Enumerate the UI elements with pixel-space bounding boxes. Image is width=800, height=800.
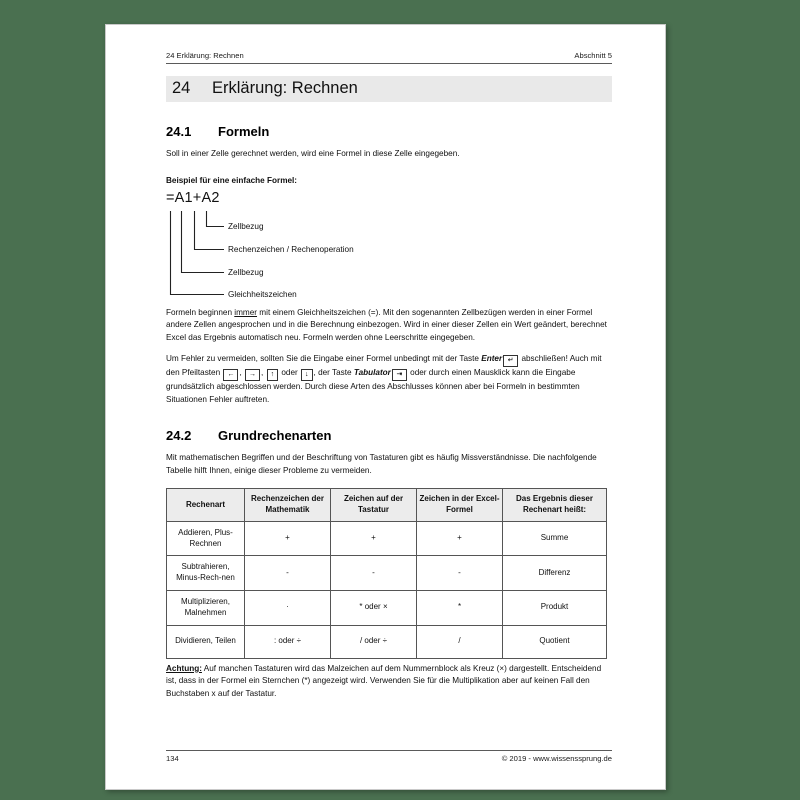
- sep-1: ,: [239, 368, 245, 378]
- cell-mathematik: ·: [245, 591, 331, 626]
- cell-excel: -: [417, 556, 503, 591]
- cell-art: Subtrahieren, Minus-Rech-nen: [167, 556, 245, 591]
- arrow-right-key-icon: →: [245, 369, 260, 381]
- formeln-para1-part2: mit einem Gleichheitszeichen (=). Mit den sogenannten Zellbezügen werden in einer Formel andere Zellen angesprochen und in die Berechnung einbezogen. Wird in einer dieser Zellen ein Wert geändert, berechnet Excel das Ergebnis automatisch neu. Formeln werden ohne Leerschritte eingegeben.: [166, 307, 607, 342]
- col-header-tastatur: Zeichen auf der Tastatur: [331, 489, 417, 522]
- document-page: [105, 24, 666, 790]
- chapter-heading: [166, 76, 612, 102]
- cell-excel: +: [417, 521, 503, 556]
- cell-tastatur: * oder ×: [331, 591, 417, 626]
- table-row: [167, 591, 607, 626]
- page-content: [166, 51, 612, 765]
- section-number-242: 24.2: [166, 428, 192, 444]
- formeln-para2-part3: , der Taste: [313, 368, 354, 378]
- formeln-para-1: [166, 307, 612, 344]
- formula-leader-lines: [166, 190, 566, 298]
- arrow-down-key-icon: ↓: [301, 369, 313, 381]
- arrow-left-key-icon: ←: [223, 369, 238, 381]
- formula-text: =A1+A2: [166, 189, 220, 206]
- achtung-note: [166, 663, 612, 700]
- cell-ergebnis: Produkt: [503, 591, 607, 626]
- formeln-para2-part4: oder durch einen Mausklick kann die Eingabe grundsätzlich abgeschlossen werden. Durch diese Arten des Abschlusses können aber bei Formeln in bestimmten Situationen Fehler auftreten.: [166, 368, 580, 404]
- formeln-para1-part1: Formeln beginnen: [166, 307, 235, 317]
- running-header-left: 24 Erklärung: Rechnen: [166, 51, 244, 60]
- table-row: [167, 625, 607, 658]
- tabulator-keyword: Tabulator: [353, 368, 391, 378]
- cell-ergebnis: Summe: [503, 521, 607, 556]
- cell-ergebnis: Quotient: [503, 625, 607, 658]
- formeln-para2-part1: Um Fehler zu vermeiden, sollten Sie die Eingabe einer Formel unbedingt mit der Taste: [166, 354, 482, 364]
- col-header-excel: Zeichen in der Excel-Formel: [417, 489, 503, 522]
- formeln-para1-emphasis: immer: [234, 307, 258, 317]
- formeln-intro: Soll in einer Zelle gerechnet werden, wird eine Formel in diese Zelle eingegeben.: [166, 148, 460, 158]
- cell-art: Multiplizieren, Malnehmen: [167, 591, 245, 626]
- oder-word: oder: [279, 368, 301, 378]
- section-number-241: 24.1: [166, 123, 192, 139]
- formeln-para-2: [166, 353, 612, 406]
- running-header-right: Abschnitt 5: [574, 51, 612, 60]
- grundrechenarten-table: [166, 488, 607, 658]
- cell-art: Dividieren, Teilen: [167, 625, 245, 658]
- chapter-number: 24: [172, 79, 191, 97]
- cell-excel: *: [417, 591, 503, 626]
- grundrechenarten-intro: Mit mathematischen Begriffen und der Beschriftung von Tastaturen gibt es häufig Missverständnisse. Die nachfolgende Tabelle hilft Ihnen, einige dieser Probleme zu vermeiden.: [166, 453, 597, 475]
- arrow-up-key-icon: ↑: [267, 369, 279, 381]
- footer-copyright: © 2019 - www.wissenssprung.de: [501, 754, 612, 763]
- achtung-text: Auf manchen Tastaturen wird das Malzeichen auf dem Nummernblock als Kreuz (×) dargestellt. Entscheidend ist, dass in der Formel ein Sternchen (*) angezeigt wird. Verwenden Sie für die Multiplikation aber auf keinen Fall den Buchstaben x auf der Tastatur.: [166, 663, 602, 698]
- footer-page-number: 134: [166, 754, 179, 763]
- cell-tastatur: +: [331, 521, 417, 556]
- page-footer: [166, 750, 612, 763]
- section-title-formeln: Formeln: [218, 123, 270, 139]
- formeln-para2-part2: abschließen! Auch mit den Pfeiltasten: [166, 354, 602, 378]
- col-header-ergebnis: Das Ergebnis dieser Rechenart heißt:: [503, 489, 607, 522]
- section-heading-grundrechenarten: [166, 428, 612, 443]
- enter-key-icon: ↵: [503, 355, 518, 367]
- table-row: [167, 521, 607, 556]
- cell-tastatur: / oder ÷: [331, 625, 417, 658]
- section-heading-formeln: [166, 124, 612, 139]
- sep-2: ,: [261, 368, 266, 378]
- table-header-row: [167, 489, 607, 522]
- cell-excel: /: [417, 625, 503, 658]
- table-row: [167, 556, 607, 591]
- callout-zellbezug-2: Zellbezug: [228, 221, 264, 231]
- enter-keyword: Enter: [481, 354, 503, 364]
- cell-ergebnis: Differenz: [503, 556, 607, 591]
- callout-zellbezug-1: Zellbezug: [228, 267, 264, 277]
- chapter-title: Erklärung: Rechnen: [212, 79, 358, 97]
- cell-tastatur: -: [331, 556, 417, 591]
- running-header: [166, 51, 612, 64]
- col-header-mathematik: Rechenzeichen der Mathematik: [245, 489, 331, 522]
- col-header-rechenart: Rechenart: [167, 489, 245, 522]
- callout-rechenzeichen: Rechenzeichen / Rechenoperation: [228, 244, 354, 254]
- achtung-label: Achtung:: [166, 663, 202, 673]
- tab-key-icon: ⇥: [392, 369, 407, 381]
- section-title-grundrechenarten: Grundrechenarten: [218, 428, 332, 444]
- cell-mathematik: +: [245, 521, 331, 556]
- cell-mathematik: -: [245, 556, 331, 591]
- cell-mathematik: : oder ÷: [245, 625, 331, 658]
- formula-diagram: [166, 190, 566, 298]
- example-label: Beispiel für eine einfache Formel:: [166, 175, 298, 185]
- cell-art: Addieren, Plus-Rechnen: [167, 521, 245, 556]
- callout-gleichheitszeichen: Gleichheitszeichen: [228, 289, 297, 299]
